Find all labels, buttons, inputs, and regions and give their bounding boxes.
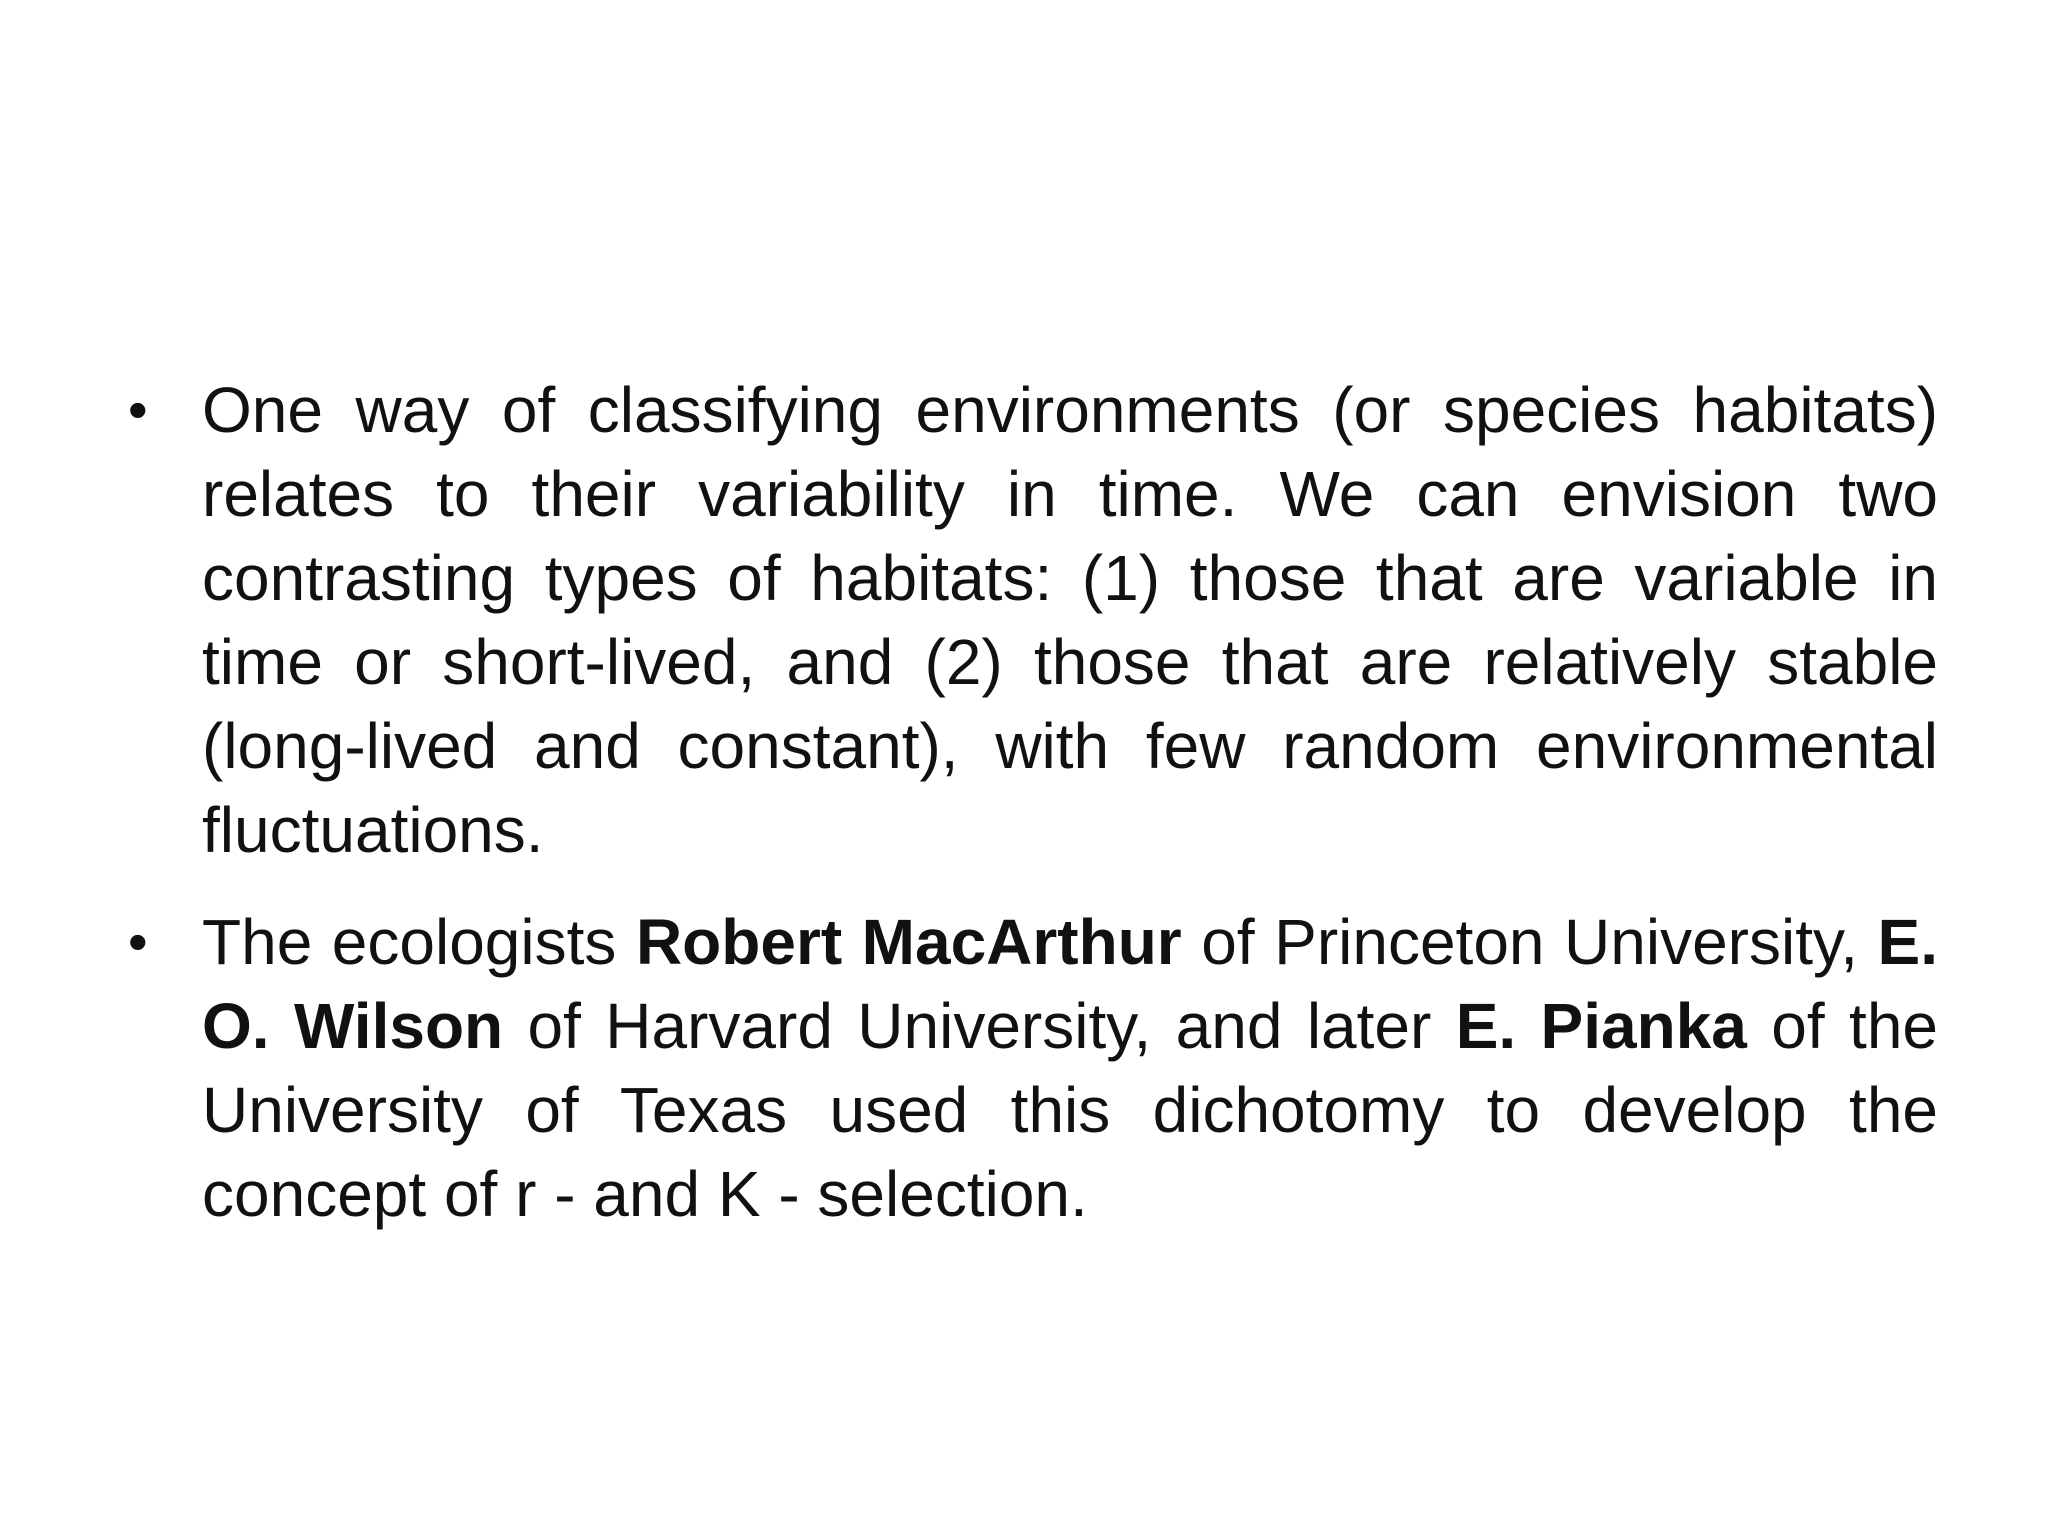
bullet-text: One way of classifying environments (or species habitats) relates to their variability in time. We can envision two contrasting types of habitats: (1) those that are variable in time or short-lived, and (2) those that are relatively stable (long-lived and constant), with few random environmental fluctuations. bbox=[202, 374, 1938, 866]
bullet-text-segment: of Harvard University, and later bbox=[503, 990, 1456, 1062]
bullet-dot-icon: • bbox=[128, 378, 148, 441]
bullet-text-segment: of Princeton University, bbox=[1181, 906, 1878, 978]
bullet-item-ecologists bbox=[120, 900, 1938, 1236]
name-robert-macarthur: Robert MacArthur bbox=[635, 906, 1182, 978]
name-eo-wilson: E. O. Wilson bbox=[202, 906, 1939, 1062]
bullet-item-classifying-environments bbox=[120, 368, 1938, 872]
bullet-text-segment: The ecologists bbox=[202, 906, 636, 978]
bullet-dot-icon: • bbox=[128, 910, 148, 973]
slide-body bbox=[120, 368, 1938, 1264]
name-e-pianka: E. Pianka bbox=[1455, 990, 1747, 1062]
bullet-text-segment: of the University of Texas used this dichotomy to develop the concept of r - and K - selection. bbox=[202, 990, 1939, 1230]
bullet-list bbox=[120, 368, 1938, 1236]
